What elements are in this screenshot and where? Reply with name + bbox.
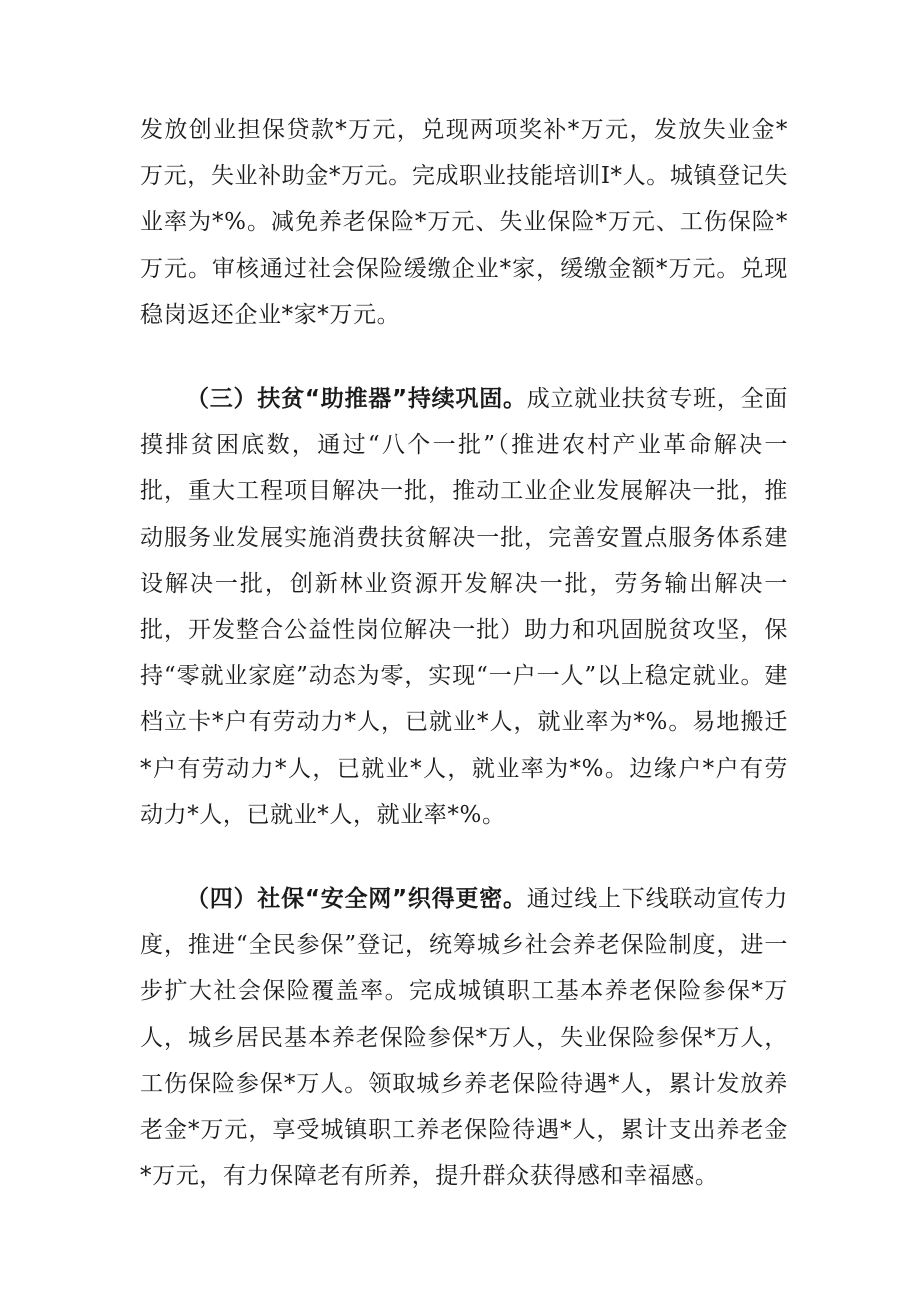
paragraph-social-security	[140, 876, 788, 1199]
paragraph-text: 通过线上下线联动宣传力度，推进“全民参保”登记，统筹城乡社会养老保险制度，进一步扩大社会保险覆盖率。完成城镇职工基本养老保险参保*万人，城乡居民基本养老保险参保*万人，失业保险参保*万人，工伤保险参保*万人。领取城乡养老保险待遇*人，累计发放养老金*万元，享受城镇职工养老保险待遇*人，累计支出养老金*万元，有力保障老有所养，提升群众获得感和幸福感。	[140, 886, 788, 1190]
paragraph-text: 发放创业担保贷款*万元，兑现两项奖补*万元，发放失业金*万元，失业补助金*万元。完成职业技能培训I*人。城镇登记失业率为*%。减免养老保险*万元、失业保险*万元、工伤保险*万元。审核通过社会保险缓缴企业*家，缓缴金额*万元。兑现稳岗返还企业*家*万元。	[140, 117, 788, 328]
paragraph-poverty-alleviation	[140, 376, 788, 838]
section-heading-social-security: （四）社保“安全网”织得更密。	[186, 886, 527, 913]
paragraph-text: 成立就业扶贫专班，全面摸排贫困底数，通过“八个一批”（推进农村产业革命解决一批，重大工程项目解决一批，推动工业企业发展解决一批，推动服务业发展实施消费扶贫解决一批，完善安置点服务体系建设解决一批，创新林业资源开发解决一批，劳务输出解决一批，开发整合公益性岗位解决一批）助力和巩固脱贫攻坚，保持“零就业家庭”动态为零，实现“一户一人”以上稳定就业。建档立卡*户有劳动力*人，已就业*人，就业率为*%。易地搬迁*户有劳动力*人，已就业*人，就业率为*%。边缘户*户有劳动力*人，已就业*人，就业率*%。	[140, 386, 788, 828]
document-page	[140, 107, 788, 1199]
section-heading-poverty: （三）扶贫“助推器”持续巩固。	[186, 386, 527, 413]
paragraph-employment-funds	[140, 107, 788, 338]
